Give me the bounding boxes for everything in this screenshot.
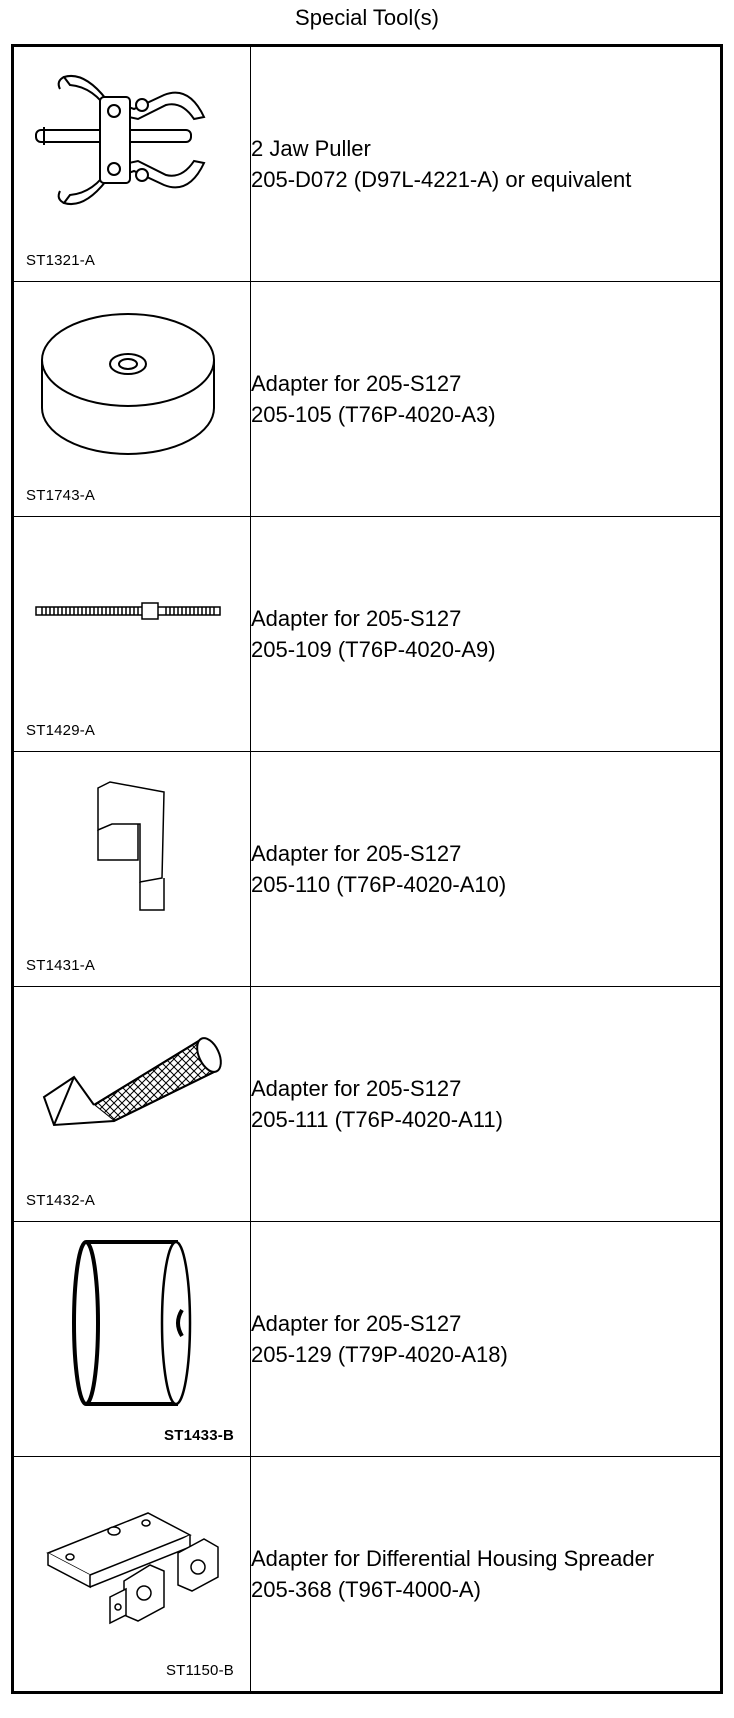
tool-number: 205-111 (T76P-4020-A11) [251,1107,503,1132]
tool-row [13,1457,722,1693]
tool-code: ST1743-A [26,487,96,504]
tool-name: 2 Jaw Puller [251,136,371,161]
tool-name: Adapter for 205-S127 [251,1076,462,1101]
cylinder-adapter-icon [14,1222,250,1456]
tool-illustration-cell [13,1222,251,1457]
tool-row [13,517,722,752]
tool-description-cell [251,1222,722,1457]
tool-name: Adapter for 205-S127 [251,1311,462,1336]
tool-number: 205-110 (T76P-4020-A10) [251,872,507,897]
tool-code: ST1321-A [26,252,96,269]
tool-code: ST1150-B [165,1662,234,1679]
tool-number: 205-D072 (D97L-4221-A) or equivalent [251,167,632,192]
tool-description-cell [251,517,722,752]
tool-illustration-cell [13,282,251,517]
tool-number: 205-129 (T79P-4020-A18) [251,1342,508,1367]
tool-code: ST1432-A [26,1192,96,1209]
tool-description-cell [251,1457,722,1693]
tool-name: Adapter for 205-S127 [251,371,462,396]
threaded-rod-icon [14,517,250,751]
tool-row [13,987,722,1222]
spreader-adapter-icon [14,1457,250,1691]
page-title: Special Tool(s) [295,5,439,30]
tool-number: 205-368 (T96T-4000-A) [251,1577,481,1602]
tool-row [13,46,722,282]
special-tools-table [11,44,723,1694]
tool-name: Adapter for Differential Housing Spreader [251,1546,655,1571]
tool-illustration-cell [13,517,251,752]
step-block-icon [14,752,250,986]
tool-description-cell [251,987,722,1222]
tool-illustration-cell [13,987,251,1222]
knurled-pin-icon [14,987,250,1221]
tool-name: Adapter for 205-S127 [251,606,462,631]
tool-code: ST1433-B [164,1427,234,1444]
tool-name: Adapter for 205-S127 [251,841,462,866]
tool-illustration-cell [13,752,251,987]
tool-description-cell [251,282,722,517]
adapter-disc-icon [14,282,250,516]
jaw-puller-icon [14,47,250,281]
tool-description-cell [251,752,722,987]
tool-illustration-cell [13,46,251,282]
tool-number: 205-105 (T76P-4020-A3) [251,402,496,427]
tool-code: ST1429-A [26,722,96,739]
tool-row [13,752,722,987]
tool-number: 205-109 (T76P-4020-A9) [251,637,496,662]
tool-illustration-cell [13,1457,251,1693]
tool-code: ST1431-A [26,957,96,974]
tool-row [13,1222,722,1457]
tool-row [13,282,722,517]
tool-description-cell [251,46,722,282]
